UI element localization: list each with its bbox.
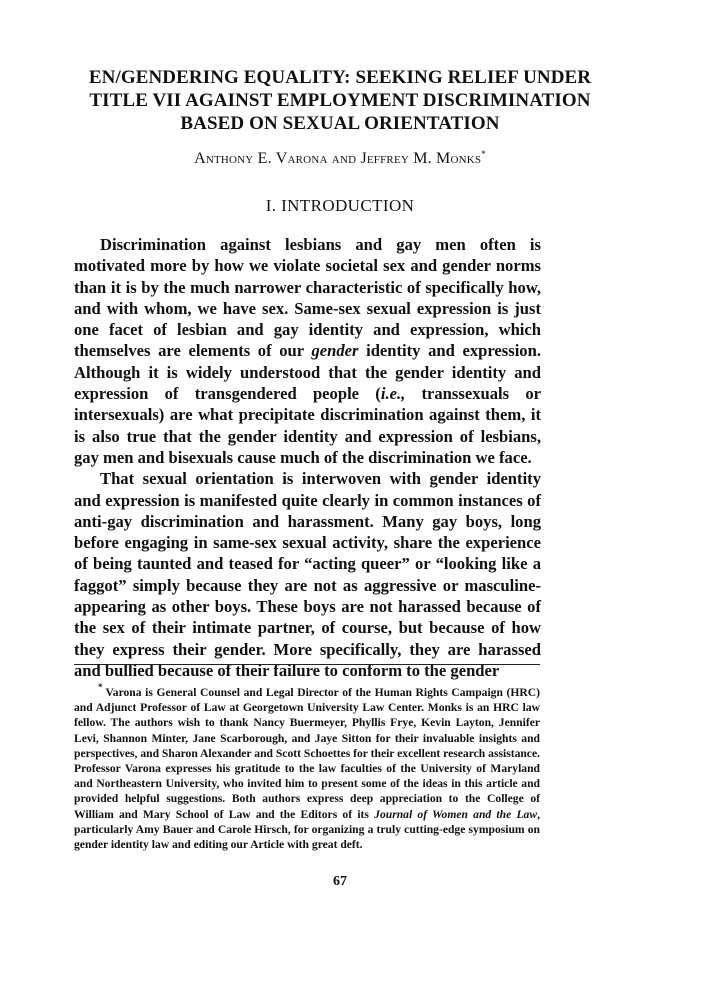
italic-text: Journal of Women and the Law xyxy=(374,807,538,821)
section-heading: I. INTRODUCTION xyxy=(265,196,415,215)
text-run: identity and expression. Although it is widely understood that the gender identity and expression of transgendered people ( xyxy=(74,341,541,404)
author-names: Anthony E. Varona and Jeffrey M. Monks xyxy=(194,150,482,167)
italic-text: i.e., xyxy=(380,384,406,404)
title-line-3: BASED ON SEXUAL ORIENTATION xyxy=(180,113,500,134)
footnote-divider xyxy=(74,664,540,665)
text-run: transsexuals or intersexuals) are what precipitate discrimination against them, it is also true that the gender identity and expression of lesbians, gay men and bisexuals cause much of the discrimination we face. xyxy=(74,384,541,467)
title-line-1: EN/GENDERING EQUALITY: SEEKING RELIEF UNDER xyxy=(88,67,592,88)
text-run: , particularly Amy Bauer and Carole Hirsch, for organizing a truly cutting-edge symposium on gender identity law and editing our Article with great deft. xyxy=(74,807,540,852)
paragraph xyxy=(74,468,541,681)
article-title xyxy=(70,66,610,135)
title-line-2: TITLE VII AGAINST EMPLOYMENT DISCRIMINATION xyxy=(89,90,591,111)
body-text xyxy=(74,234,541,681)
text-run: That sexual orientation is interwoven with gender identity and expression is manifested quite clearly in common instances of anti-gay discrimination and harassment. Many gay boys, long before engaging in same-sex sexual activity, share the experience of being taunted and teased for “acting queer” or “looking like a faggot” simply because they are not as aggressive or masculine-appearing as other boys. These boys are not harassed because of the sex of their intimate partner, of course, but because of how they express their gender. More specifically, they are harassed and bullied because of their failure to conform to the gender xyxy=(74,469,541,680)
text-run: Discrimination against lesbians and gay men often is motivated more by how we violate societal sex and gender norms than it is by the much narrower characteristic of specifically how, and with whom, we have sex. Same-sex sexual expression is just one facet of lesbian and gay identity and expression, which themselves are elements of our xyxy=(74,235,541,361)
author-footnote-marker: * xyxy=(481,149,486,159)
footnote xyxy=(74,682,541,852)
paragraph xyxy=(74,234,541,468)
footnote-marker: * xyxy=(98,682,106,692)
italic-text: gender xyxy=(311,341,359,361)
page-number: 67 xyxy=(333,874,347,889)
article-authors xyxy=(70,150,610,168)
text-run: Varona is General Counsel and Legal Director of the Human Rights Campaign (HRC) and Adjunct Professor of Law at Georgetown University Law Center. Monks is an HRC law fellow. The authors wish to thank Nancy Buermeyer, Phyllis Frye, Kevin Layton, Jennifer Levi, Shannon Minter, Jane Scarborough, and Jaye Sitton for their invaluable insights and perspectives, and Sharon Alexander and Scott Schoettes for their excellent research assistance. Professor Varona expresses his gratitude to the law faculties of the University of Maryland and Northeastern University, who invited him to present some of the ideas in this article and provided helpful suggestions. Both authors express deep appreciation to the College of William and Mary School of Law and the Editors of its xyxy=(74,686,541,821)
footnote-text xyxy=(74,682,541,852)
